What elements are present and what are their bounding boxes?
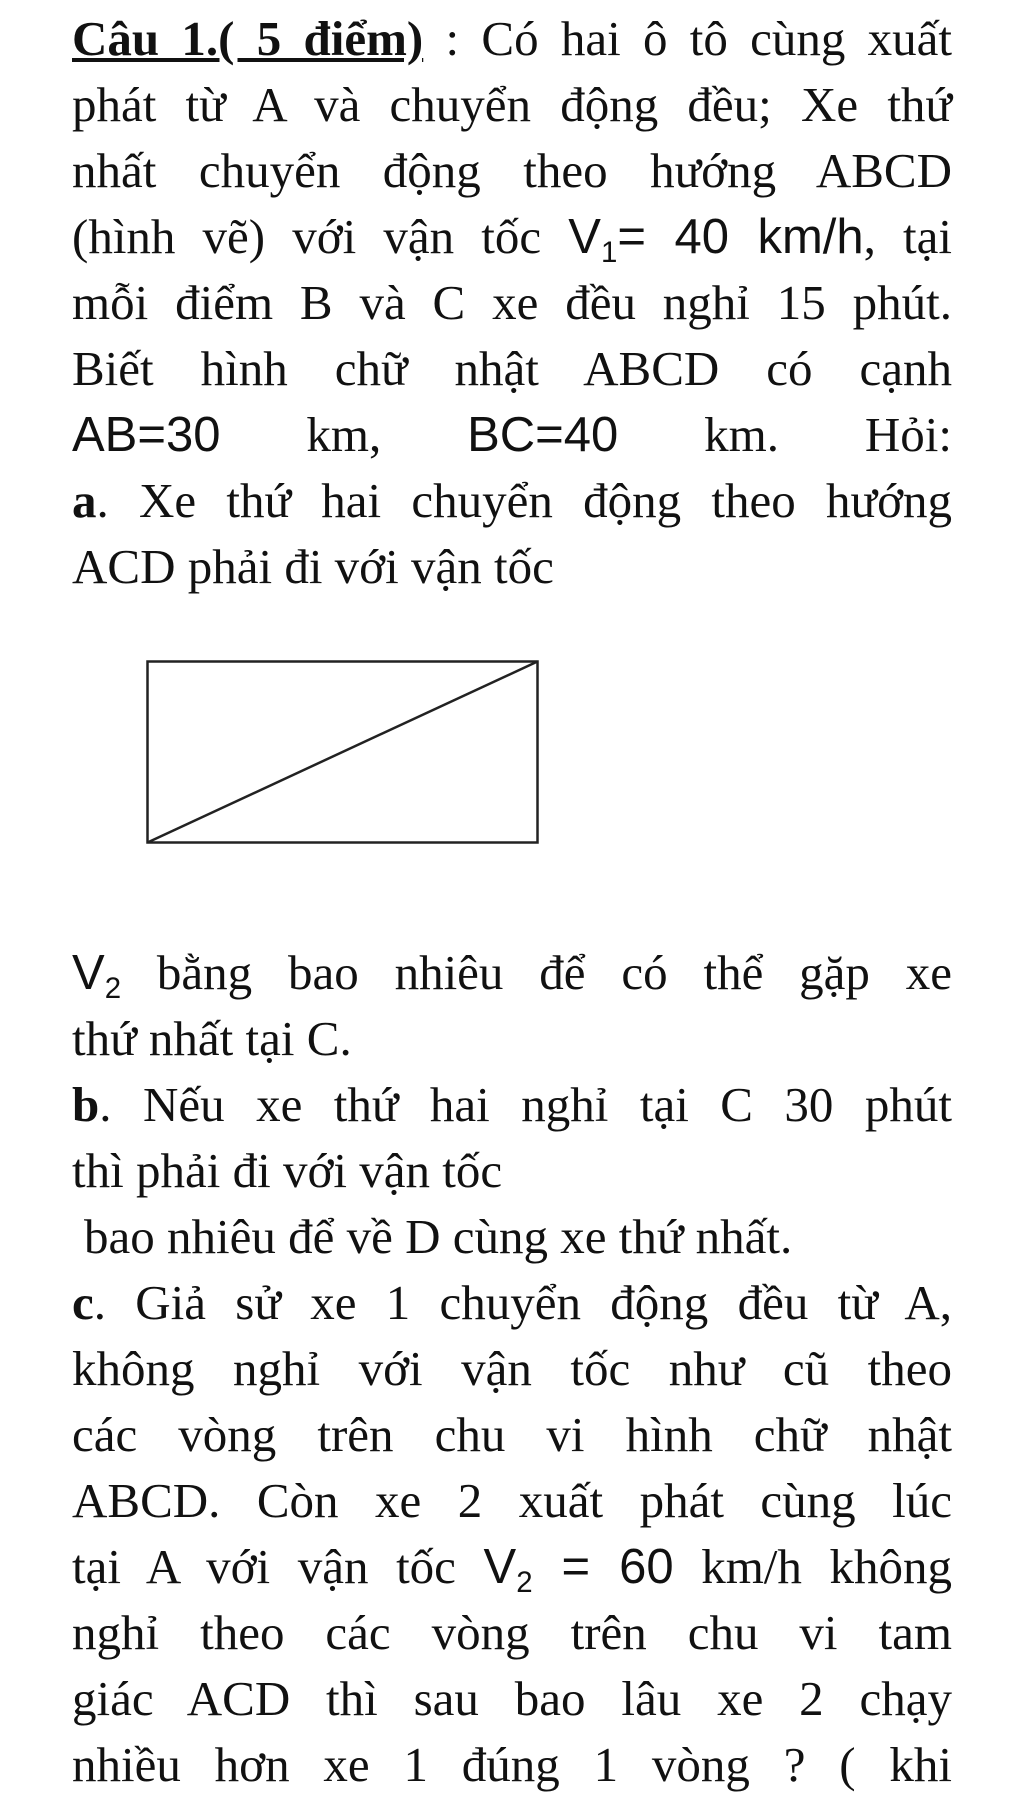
unit-km-2: km. <box>704 407 780 462</box>
part-c-line-6: nghỉ theo các vòng trên chu vi tam <box>72 1605 952 1660</box>
v1-symbol: V <box>568 210 601 264</box>
line-6: Biết hình chữ nhật ABCD có cạnh <box>72 341 952 396</box>
part-b-text-1: . Nếu xe thứ hai nghỉ tại C 30 phút <box>99 1077 952 1132</box>
part-b-line-3: bao nhiêu để về D cùng xe thứ nhất. <box>84 1209 793 1264</box>
part-c-line-1 <box>72 1270 952 1336</box>
line-1 <box>72 6 952 72</box>
part-c-line-3: các vòng trên chu vi hình chữ nhật <box>72 1407 952 1462</box>
line-3: nhất chuyển động theo hướng ABCD <box>72 143 952 198</box>
part-c-text-5-tail: km/h không <box>673 1539 953 1594</box>
velocity-v2-c <box>483 1540 674 1599</box>
v2-symbol: V <box>72 946 105 1000</box>
line-4-text: (hình vẽ) với vận tốc <box>72 209 569 264</box>
velocity-v2 <box>72 946 122 1005</box>
v1-subscript: 1 <box>600 235 618 269</box>
line-1-text: : Có hai ô tô cùng xuất <box>423 11 952 66</box>
part-b-label: b <box>72 1077 100 1132</box>
problem-title: Câu 1.( 5 điểm) <box>72 11 424 66</box>
part-a-line-2: ACD phải đi với vận tốc <box>72 539 554 594</box>
part-c-line-5 <box>72 1534 952 1600</box>
part-a-label: a <box>72 473 97 528</box>
line-5: mỗi điểm B và C xe đều nghỉ 15 phút. <box>72 275 952 330</box>
v2c-symbol: V <box>483 1540 517 1594</box>
part-b-line-1 <box>72 1072 952 1138</box>
line-2: phát từ A và chuyển động đều; Xe thứ <box>72 77 952 132</box>
v2-subscript: 2 <box>104 971 122 1005</box>
part-c-line-2: không nghỉ với vận tốc như cũ theo <box>72 1341 952 1396</box>
v2c-value: = 60 <box>532 1540 674 1594</box>
part-a-text-3: bằng bao nhiêu để có thể gặp xe <box>121 945 952 1000</box>
problem-text <box>72 6 952 1798</box>
line-7 <box>72 402 952 468</box>
part-a-line-4: thứ nhất tại C. <box>72 1011 352 1066</box>
velocity-v1 <box>568 210 864 269</box>
question-label: Hỏi: <box>864 407 953 462</box>
line-4-tail: , tại <box>863 209 952 264</box>
v1-value: = 40 km/h <box>617 210 864 264</box>
part-a-text-1: . Xe thứ hai chuyển động theo hướng <box>96 473 952 528</box>
side-bc: BC=40 <box>467 408 619 462</box>
part-b-line-2: thì phải đi với vận tốc <box>72 1143 503 1198</box>
line-4 <box>72 204 952 270</box>
v2c-subscript: 2 <box>516 1565 533 1599</box>
part-c-line-7: giác ACD thì sau bao lâu xe 2 chạy <box>72 1671 952 1726</box>
part-c-line-4: ABCD. Còn xe 2 xuất phát cùng lúc <box>72 1473 952 1528</box>
part-c-label: c <box>72 1275 94 1330</box>
rectangle-figure <box>72 600 952 940</box>
rectangle-diagram <box>146 660 546 850</box>
part-a-line-1 <box>72 468 952 534</box>
part-c-text-5: tại A với vận tốc <box>72 1539 484 1594</box>
diagonal-ac <box>148 662 538 843</box>
unit-km-1: km, <box>306 407 382 462</box>
part-a-line-3 <box>72 940 952 1006</box>
side-ab: AB=30 <box>72 408 221 462</box>
part-c-line-8: nhiều hơn xe 1 đúng 1 vòng ? ( khi <box>72 1737 952 1792</box>
part-c-text-1: . Giả sử xe 1 chuyển động đều từ A, <box>93 1275 952 1330</box>
